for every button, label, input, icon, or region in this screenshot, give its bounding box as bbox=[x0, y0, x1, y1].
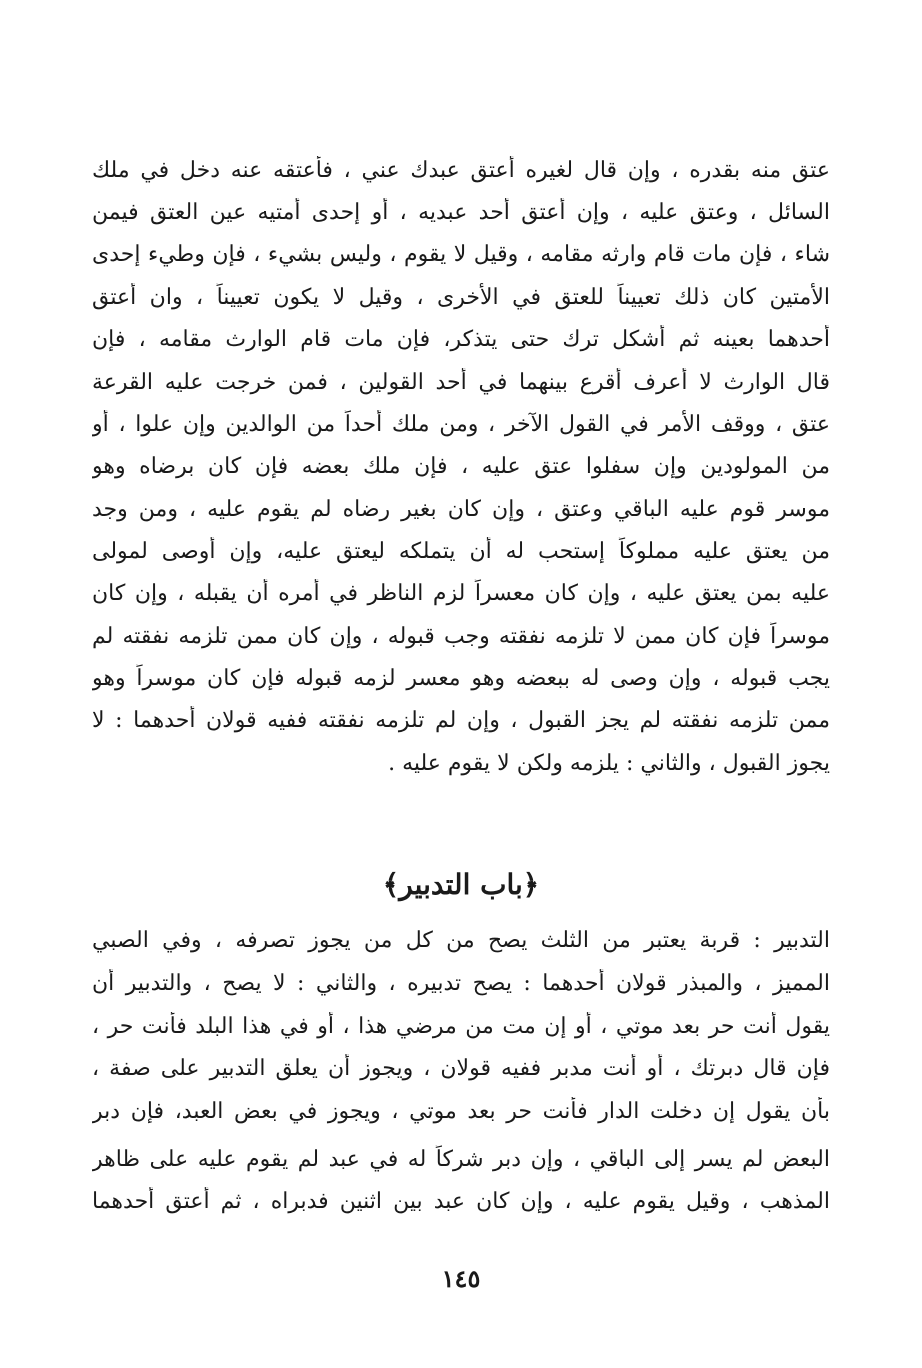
text-line: يقول أنت حر بعد موتي ، أو إن مت من مرضي هذا ، أو في هذا البلد فأنت حر ، bbox=[92, 1014, 830, 1039]
text-line: التدبير : قربة يعتبر من الثلث يصح من كل من يجوز تصرفه ، وفي الصبي bbox=[92, 928, 830, 953]
text-line: السائل ، وعتق عليه ، وإن أعتق أحد عبديه ، أو إحدى أمتيه عين العتق فيمن bbox=[92, 200, 830, 225]
text-line: المذهب ، وقيل يقوم عليه ، وإن كان عبد بين اثنين فدبراه ، ثم أعتق أحدهما bbox=[92, 1189, 830, 1214]
text-line: يجب قبوله ، وإن وصى له ببعضه وهو معسر لزمه قبوله فإن كان موسراً وهو bbox=[92, 666, 830, 691]
text-line: بأن يقول إن دخلت الدار فأنت حر بعد موتي ، ويجوز في بعض العبد، فإن دبر bbox=[92, 1099, 830, 1124]
text-line: المميز ، والمبذر قولان أحدهما : يصح تدبيره ، والثاني : لا يصح ، والتدبير أن bbox=[92, 971, 830, 996]
text-line: عتق ، ووقف الأمر في القول الآخر ، ومن ملك أحداً من الوالدين وإن علوا ، أو bbox=[92, 412, 830, 437]
text-line: عليه بمن يعتق عليه ، وإن كان معسراً لزم الناظر في أمره أن يقبله ، وإن كان bbox=[92, 581, 830, 606]
text-line: البعض لم يسر إلى الباقي ، وإن دبر شركاً له في عبد لم يقوم عليه على ظاهر bbox=[92, 1147, 830, 1172]
text-line: عتق منه بقدره ، وإن قال لغيره أعتق عبدك عني ، فأعتقه عنه دخل في ملك bbox=[92, 158, 830, 183]
text-line: ممن تلزمه نفقته لم يجز القبول ، وإن لم تلزمه نفقته ففيه قولان أحدهما : لا bbox=[92, 708, 830, 733]
chapter-heading: ﴿باب التدبير﴾ bbox=[382, 868, 540, 901]
text-line: أحدهما بعينه ثم أشكل ترك حتى يتذكر، فإن مات قام الوارث مقامه ، فإن bbox=[92, 327, 830, 352]
text-line: من المولودين وإن سفلوا عتق عليه ، فإن ملك بعضه فإن كان برضاه وهو bbox=[92, 454, 830, 479]
text-line: فإن قال دبرتك ، أو أنت مدبر ففيه قولان ، ويجوز أن يعلق التدبير على صفة ، bbox=[92, 1056, 830, 1081]
text-line: موسراً فإن كان ممن لا تلزمه نفقته وجب قبوله ، وإن كان ممن تلزمه نفقته لم bbox=[92, 624, 830, 649]
text-line: من يعتق عليه مملوكاً إستحب له أن يتملكه ليعتق عليه، وإن أوصى لمولى bbox=[92, 539, 830, 564]
text-line: شاء ، فإن مات قام وارثه مقامه ، وقيل لا يقوم ، وليس بشيء ، فإن وطيء إحدى bbox=[92, 242, 830, 267]
page-number: ١٤٥ bbox=[441, 1264, 481, 1293]
text-line: الأمتين كان ذلك تعييناً للعتق في الأخرى ، وقيل لا يكون تعييناً ، وان أعتق bbox=[92, 285, 830, 310]
text-line: موسر قوم عليه الباقي وعتق ، وإن كان بغير رضاه لم يقوم عليه ، ومن وجد bbox=[92, 497, 830, 522]
text-line: يجوز القبول ، والثاني : يلزمه ولكن لا يقوم عليه . bbox=[388, 751, 830, 776]
text-line: قال الوارث لا أعرف أقرع بينهما في أحد القولين ، فمن خرجت عليه القرعة bbox=[92, 370, 830, 395]
